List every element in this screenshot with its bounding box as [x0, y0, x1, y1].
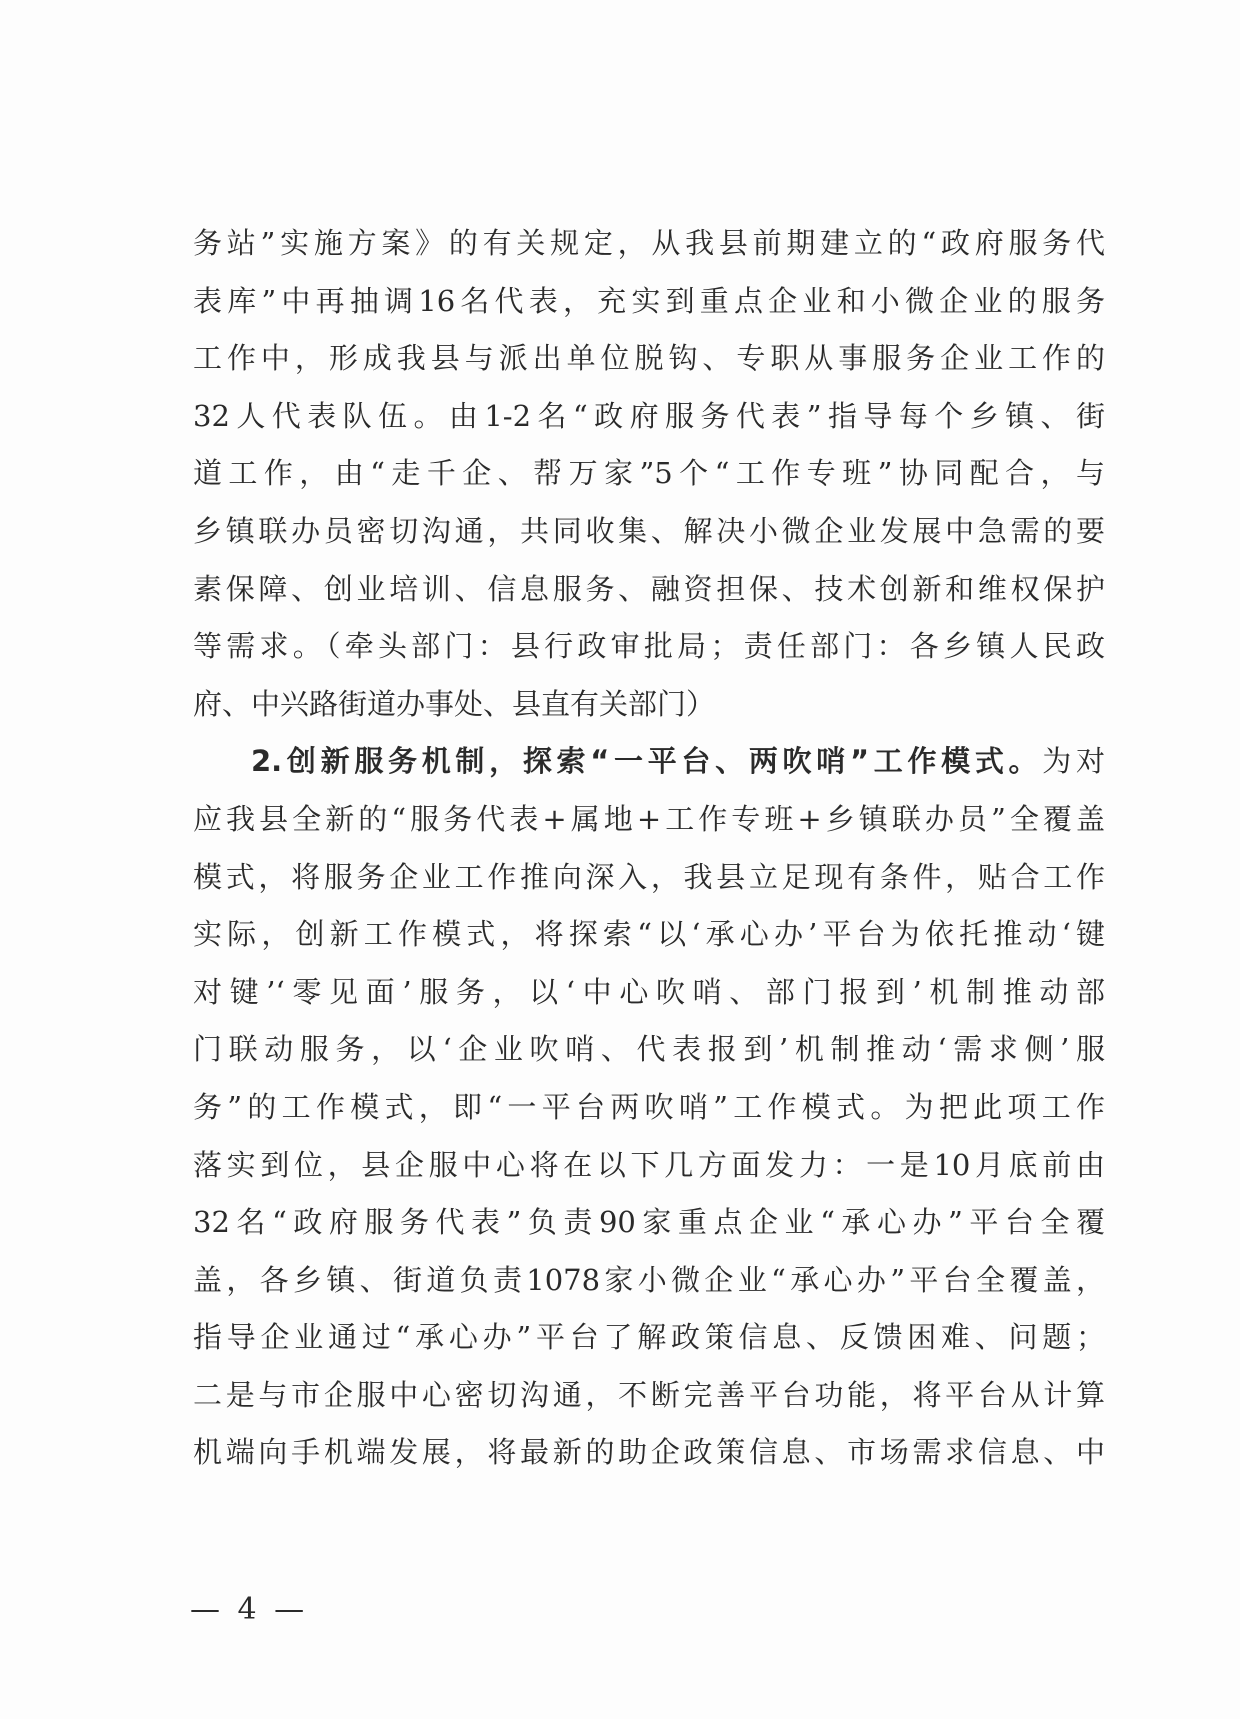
text-line: 等需求。（牵头部门：县行政审批局；责任部门：各乡镇人民政	[193, 629, 1105, 664]
text-line: 道工作，由“走千企、帮万家”5个“工作专班”协同配合，与	[193, 456, 1105, 491]
text-line: 盖，各乡镇、街道负责1078家小微企业“承心办”平台全覆盖，	[193, 1262, 1105, 1297]
text-line: 务”的工作模式，即“一平台两吹哨”工作模式。为把此项工作	[193, 1089, 1105, 1124]
page-number: — 4 —	[190, 1592, 309, 1627]
text-line: 府、中兴路街道办事处、县直有关部门）	[193, 686, 716, 721]
text-line: 表库”中再抽调16名代表，充实到重点企业和小微企业的服务	[193, 283, 1105, 318]
text-line: 务站”实施方案》的有关规定，从我县前期建立的“政府服务代	[193, 226, 1105, 260]
text-line: 应我县全新的“服务代表+属地+工作专班+乡镇联办员”全覆盖	[193, 801, 1105, 836]
body-text	[193, 215, 1105, 1482]
text-line: 32名“政府服务代表”负责90家重点企业“承心办”平台全覆	[193, 1205, 1105, 1240]
section-heading: 2.创新服务机制，探索“一平台、两吹哨”工作模式。	[251, 744, 1043, 779]
text-line: 指导企业通过“承心办”平台了解政策信息、反馈困难、问题；	[193, 1320, 1105, 1355]
section-heading-tail: 为对	[1042, 744, 1105, 779]
text-line: 落实到位，县企服中心将在以下几方面发力：一是10月底前由	[193, 1147, 1105, 1182]
text-line: 实际，创新工作模式，将探索“以‘承心办’平台为依托推动‘键	[193, 917, 1105, 952]
text-line: 乡镇联办员密切沟通，共同收集、解决小微企业发展中急需的要	[193, 513, 1105, 548]
text-line: 对键’‘零见面’服务，以‘中心吹哨、部门报到’机制推动部	[193, 974, 1105, 1009]
text-line: 32人代表队伍。由1-2名“政府服务代表”指导每个乡镇、街	[193, 398, 1105, 433]
text-line: 模式，将服务企业工作推向深入，我县立足现有条件，贴合工作	[193, 859, 1105, 894]
text-line: 二是与市企服中心密切沟通，不断完善平台功能，将平台从计算	[193, 1377, 1105, 1412]
text-line: 素保障、创业培训、信息服务、融资担保、技术创新和维权保护	[193, 571, 1105, 606]
text-line: 工作中，形成我县与派出单位脱钩、专职从事服务企业工作的	[193, 341, 1105, 376]
text-line: 机端向手机端发展，将最新的助企政策信息、市场需求信息、中	[193, 1435, 1105, 1470]
section-heading-line	[193, 733, 1105, 791]
text-line: 门联动服务，以‘企业吹哨、代表报到’机制推动‘需求侧’服	[193, 1032, 1105, 1067]
